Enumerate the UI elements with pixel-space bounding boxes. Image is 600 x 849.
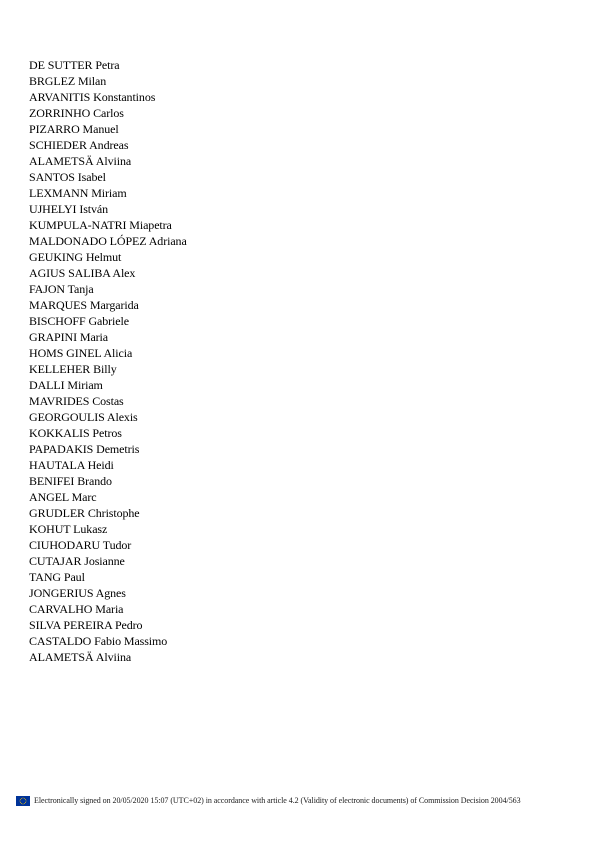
signatory-name: BISCHOFF Gabriele xyxy=(29,314,129,328)
signatory-name: ALAMETSÄ Alviina xyxy=(29,650,132,664)
signatory-name: KOKKALIS Petros xyxy=(29,426,122,440)
signatory-name: SCHIEDER Andreas xyxy=(29,138,129,152)
signatory-name: SILVA PEREIRA Pedro xyxy=(29,618,143,632)
signatory-name: GEORGOULIS Alexis xyxy=(29,410,138,424)
signatory-name: CASTALDO Fabio Massimo xyxy=(29,634,168,648)
signatory-name: MALDONADO LÓPEZ Adriana xyxy=(29,234,187,248)
eu-flag-star xyxy=(20,799,21,800)
signatory-name: MAVRIDES Costas xyxy=(29,394,124,408)
signatory-name: FAJON Tanja xyxy=(29,282,94,296)
eu-flag-star xyxy=(23,798,24,799)
signatory-name: HAUTALA Heidi xyxy=(29,458,114,472)
signatory-name: KOHUT Lukasz xyxy=(29,522,108,536)
eu-flag-star xyxy=(26,801,27,802)
signatory-name: GRUDLER Christophe xyxy=(29,506,140,520)
signatory-name: GEUKING Helmut xyxy=(29,250,122,264)
e-signature-footer xyxy=(16,796,521,806)
signature-statement: Electronically signed on 20/05/2020 15:07 (UTC+02) in accordance with article 4.2 (Validity of electronic documents) of Commission Decision 2004/563 xyxy=(34,796,521,805)
signatory-name: JONGERIUS Agnes xyxy=(29,586,126,600)
eu-flag-star xyxy=(20,802,21,803)
signatory-name: UJHELYI István xyxy=(29,202,109,216)
eu-flag-star xyxy=(25,799,26,800)
signatory-name: PIZARRO Manuel xyxy=(29,122,119,136)
signatory-name: CARVALHO Maria xyxy=(29,602,124,616)
signatory-name: ARVANITIS Konstantinos xyxy=(29,90,156,104)
eu-flag-star xyxy=(20,801,21,802)
eu-flag-icon xyxy=(16,796,30,806)
signatory-name: ANGEL Marc xyxy=(29,490,97,504)
signatory-name: HOMS GINEL Alicia xyxy=(29,346,133,360)
eu-flag-star xyxy=(24,803,25,804)
signatory-name: DALLI Miriam xyxy=(29,378,103,392)
signatory-list xyxy=(29,57,187,665)
eu-flag-star xyxy=(23,804,24,805)
signatory-name: GRAPINI Maria xyxy=(29,330,109,344)
signatory-name: CUTAJAR Josianne xyxy=(29,554,125,568)
signatory-name: ALAMETSÄ Alviina xyxy=(29,154,132,168)
eu-flag-star xyxy=(24,798,25,799)
eu-flag-star xyxy=(21,803,22,804)
eu-flag-star xyxy=(25,802,26,803)
signatory-name: MARQUES Margarida xyxy=(29,298,139,312)
signatory-name: KELLEHER Billy xyxy=(29,362,117,376)
signatory-name: KUMPULA-NATRI Miapetra xyxy=(29,218,172,232)
signatory-name: CIUHODARU Tudor xyxy=(29,538,132,552)
signatory-name: ZORRINHO Carlos xyxy=(29,106,124,120)
signatory-name: BRGLEZ Milan xyxy=(29,74,107,88)
signatory-name: DE SUTTER Petra xyxy=(29,58,120,72)
signatory-name: LEXMANN Miriam xyxy=(29,186,127,200)
signatory-name: SANTOS Isabel xyxy=(29,170,106,184)
signatory-name: PAPADAKIS Demetris xyxy=(29,442,140,456)
eu-flag-star xyxy=(21,798,22,799)
signatory-name: TANG Paul xyxy=(29,570,85,584)
signatory-name: BENIFEI Brando xyxy=(29,474,112,488)
signatory-name: AGIUS SALIBA Alex xyxy=(29,266,136,280)
